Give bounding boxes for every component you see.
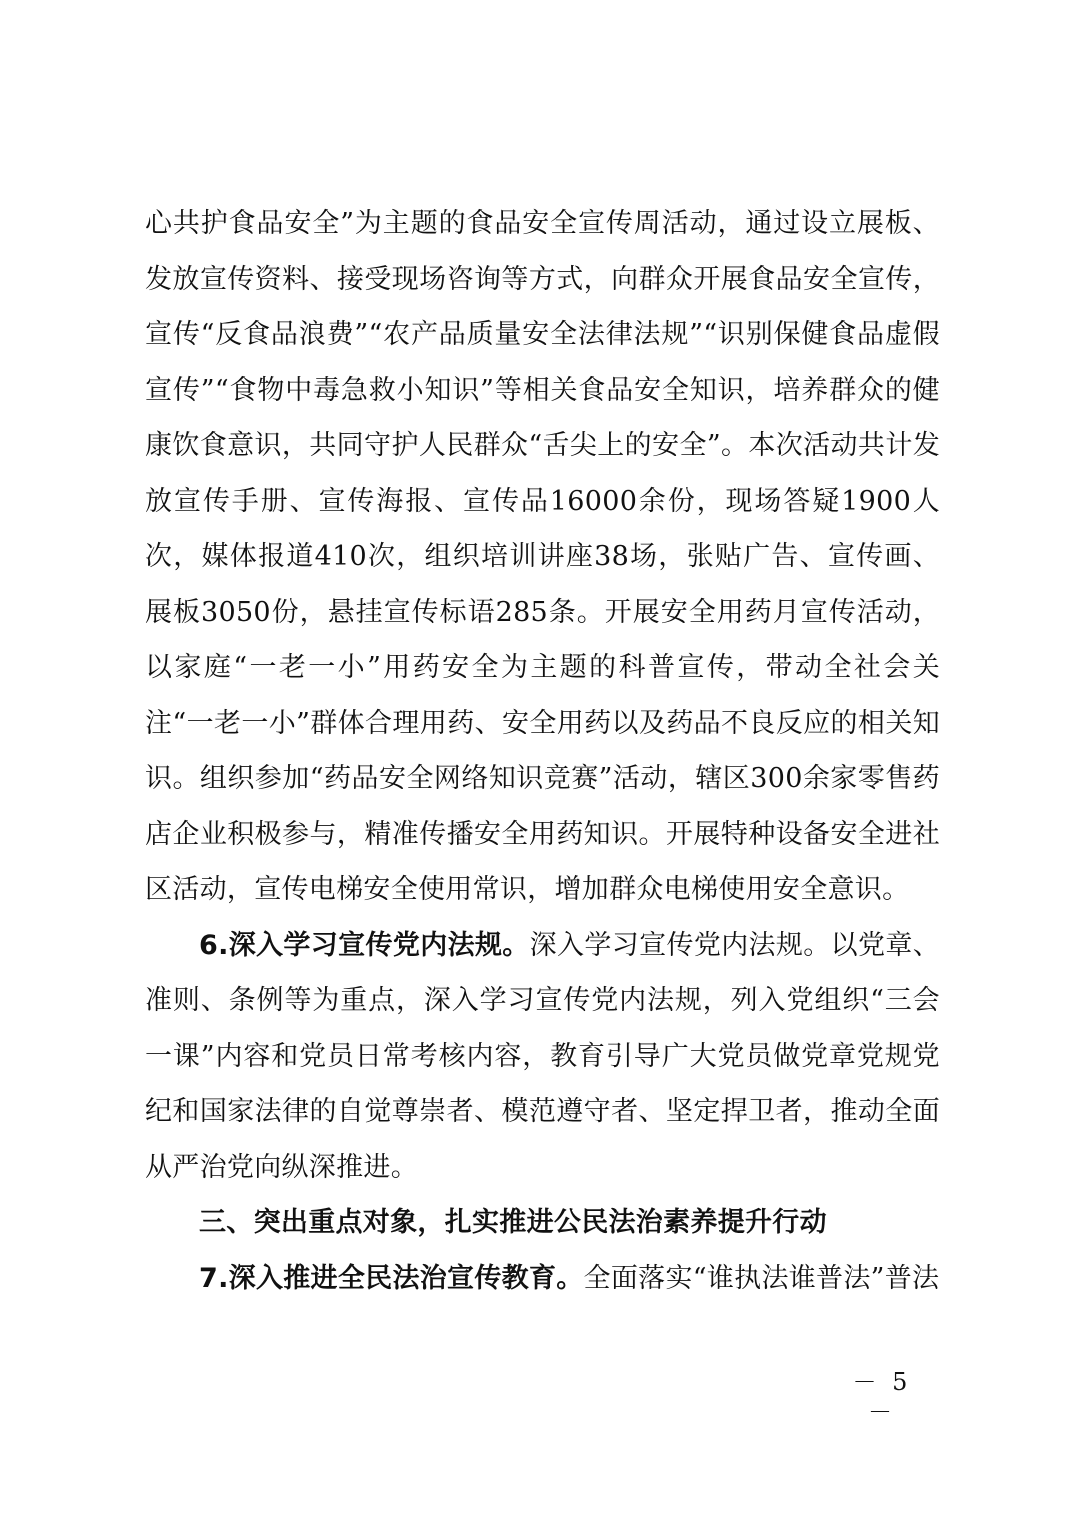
item-7-text: 全面落实“谁执法谁普法”普法 xyxy=(583,1262,940,1294)
item-6-heading: 6.深入学习宣传党内法规。 xyxy=(199,929,530,961)
item-6-text: 深入学习宣传党内法规。以党章、准则、条例等为重点，深入学习宣传党内法规，列入党组织“三会一课”内容和党员日常考核内容，教育引导广大党员做党章党规党纪和国家法律的自觉尊崇者、模范遵守者、坚定捍卫者，推动全面从严治党向纵深推进。 xyxy=(145,929,941,1183)
section-3-heading: 三、突出重点对象，扎实推进公民法治素养提升行动 xyxy=(199,1207,827,1238)
item-7-heading: 7.深入推进全民法治宣传教育。 xyxy=(199,1262,584,1294)
page-number: － 5 － xyxy=(852,1368,912,1426)
paragraph-food-safety: 心共护食品安全”为主题的食品安全宣传周活动，通过设立展板、发放宣传资料、接受现场咨询等方式，向群众开展食品安全宣传，宣传“反食品浪费”“农产品质量安全法律法规”“识别保健食品虚假宣传”“食物中毒急救小知识”等相关食品安全知识，培养群众的健康饮食意识，共同守护人民群众“舌尖上的安全”。本次活动共计发放宣传手册、宣传海报、宣传品16000余份，现场答疑1900人次，媒体报道410次，组织培训讲座38场，张贴广告、宣传画、展板3050份，悬挂宣传标语285条。开展安全用药月宣传活动，以家庭“一老一小”用药安全为主题的科普宣传，带动全社会关注“一老一小”群体合理用药、安全用药以及药品不良反应的相关知识。组织参加“药品安全网络知识竞赛”活动，辖区300余家零售药店企业积极参与，精准传播安全用药知识。开展特种设备安全进社区活动，宣传电梯安全使用常识，增加群众电梯使用安全意识。 xyxy=(145,208,940,905)
paragraph-legal-education xyxy=(145,1251,940,1307)
document-body xyxy=(145,196,940,1306)
paragraph-party-regulations xyxy=(145,918,940,1196)
